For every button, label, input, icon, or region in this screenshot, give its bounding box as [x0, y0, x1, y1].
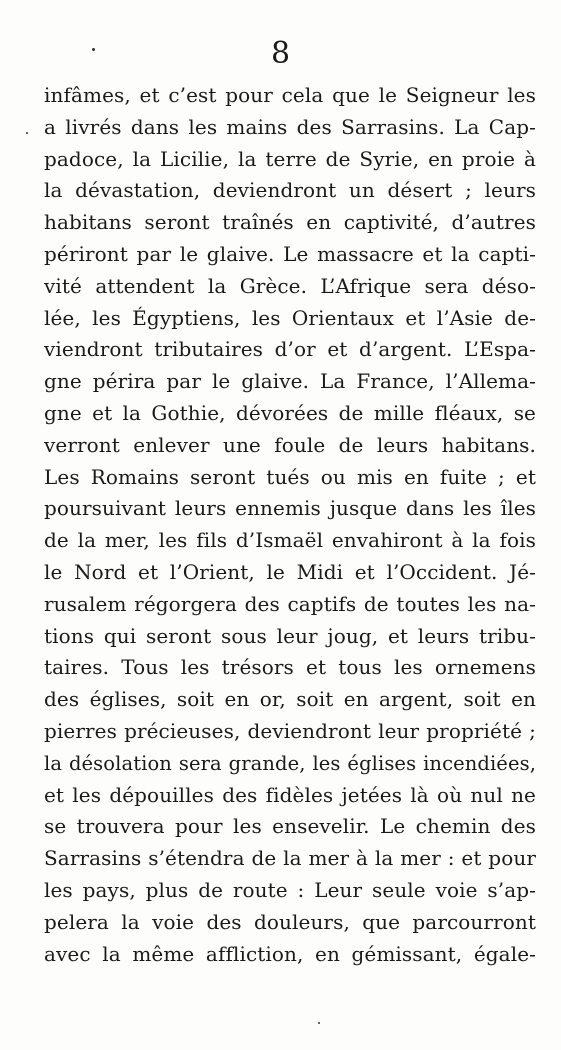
text-line: avec la même affliction, en gémissant, égale-	[44, 941, 536, 966]
text-line: les pays, plus de route : Leur seule voie s’ap-	[44, 877, 536, 902]
text-line: Sarrasins s’étendra de la mer à la mer : et pour	[44, 846, 536, 871]
text-line: padoce, la Licilie, la terre de Syrie, en proie à	[44, 146, 536, 171]
page-number: 8	[270, 36, 291, 71]
text-line: lée, les Égyptiens, les Orientaux et l’Asie de-	[44, 305, 536, 330]
text-line: le Nord et l’Orient, le Midi et l’Occident. Jé-	[44, 559, 536, 584]
body-text	[44, 80, 536, 970]
text-line: verront enlever une foule de leurs habitans.	[44, 432, 536, 457]
text-line: a livrés dans les mains des Sarrasins. La Cap-	[44, 114, 536, 139]
text-line: se trouvera pour les ensevelir. Le chemin des	[44, 814, 536, 839]
text-line: poursuivant leurs ennemis jusque dans les îles	[44, 496, 536, 521]
text-line: infâmes, et c’est pour cela que le Seigneur les	[44, 83, 536, 107]
text-line: pierres précieuses, deviendront leur propriété ;	[44, 718, 536, 743]
print-speck	[26, 132, 28, 134]
text-line: habitans seront traînés en captivité, d’autres	[44, 210, 536, 235]
text-line: et les dépouilles des fidèles jetées là où nul ne	[44, 782, 536, 807]
text-line: gne et la Gothie, dévorées de mille fléaux, se	[44, 400, 536, 425]
text-line: viendront tributaires d’or et d’argent. L’Espa-	[44, 337, 536, 362]
text-line: périront par le glaive. Le massacre et la capti-	[44, 241, 536, 266]
text-line: tions qui seront sous leur joug, et leurs tribu-	[44, 623, 536, 648]
text-line: des églises, soit en or, soit en argent, soit en	[44, 687, 536, 712]
text-line: la désolation sera grande, les églises incendiées,	[44, 751, 536, 775]
text-line: de la mer, les fils d’Ismaël envahiront à la fois	[44, 528, 536, 553]
text-line: la dévastation, deviendront un désert ; leurs	[44, 178, 536, 203]
text-line: rusalem régorgera des captifs de toutes les na-	[44, 591, 536, 616]
text-line: Les Romains seront tués ou mis en fuite ; et	[44, 464, 536, 489]
text-line: taires. Tous les trésors et tous les ornemens	[44, 655, 536, 680]
print-speck	[318, 1022, 320, 1024]
text-line: pelera la voie des douleurs, que parcourront	[44, 909, 536, 934]
text-line: gne périra par le glaive. La France, l’Allema-	[44, 369, 536, 394]
text-line: vité attendent la Grèce. L’Afrique sera déso-	[44, 273, 536, 298]
print-speck	[92, 48, 95, 51]
